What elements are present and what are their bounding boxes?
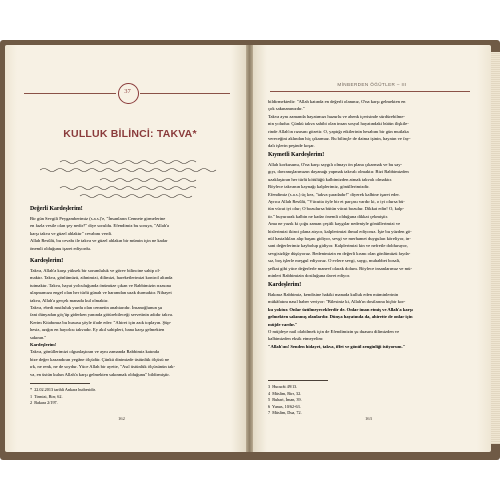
text-line: sakının." <box>30 334 47 340</box>
text-line: Kerim Kitabımız bu hususu şöyle ifade eder: "Ahiret için azık toplayın. Şüp- <box>30 319 172 325</box>
text-line: tutmaktır. Takva, hayat yolculuğunda önümüze çıkan ve Rabbimizin rızasına <box>30 282 171 288</box>
text-line: ulaşmamıza engel olan her türlü günah ve haramdan uzak durmaktır. Nihayet <box>30 290 172 296</box>
page-title: KULLUK BİLİNCİ: TAKVA* <box>63 128 197 140</box>
page-number-left: 162 <box>118 416 125 421</box>
text-line: Böylece takvanın kaynağı kalplerimiz, gönüllerimizdir. <box>268 184 370 190</box>
text-line: sani değerlerimiz kaybolup gidiyor. Kalplerimizi kin ve nefretle dolduruyor, <box>268 243 408 249</box>
section-heading: Kardeşlerim! <box>268 282 302 288</box>
text-line: şefkat gibi yüce değerlerle manevî olarak dolum. Böylece insanlarımız ve mü- <box>268 265 413 271</box>
text-line: fani dünyadan göç'üp giderken yanında götürebileceği servetinin adıdır takva. <box>30 312 174 318</box>
text-line b: müjde vardır." <box>268 321 298 327</box>
text-line: Ayrıca Allah Resûlü, "Vücutta öyle bir et parçası vardır ki, o iyi olursa bü- <box>268 199 405 205</box>
footnote: 3 Hucurât 49/13. <box>268 384 298 389</box>
footnote: 4 Müslim, Birr, 32. <box>268 390 302 396</box>
text-line: rinde Allah'ın rızasını gözetir. O, yaptığı etkilerinin hesabını bir gün mutlaka <box>268 128 409 134</box>
text-line: ırk, ne renk, ne de soydur. Yüce Allah bir ayette, "Asıl üstünlük ölçüsünün tak- <box>30 364 175 370</box>
text-line: tün vücut iyi olur; O bozulursa bütün vücut bozulur. Dikkat edin! O, kalp- <box>268 206 405 212</box>
text-line: Takva aynı zamanda hayatımızı huzurlu ve ahenk içerisinde sürdürebilme- <box>268 113 405 119</box>
text-line: maktır. Takva, gönlümüzü, zihnimizi, dilimizi, hareketlerimizi kontrol altında <box>30 275 173 281</box>
text-line: bildirmektedir: "Allah katında en değerli olanınız, O'na karşı gelmekten en <box>268 99 406 104</box>
text-line b: Kardeşlerim! <box>30 342 57 348</box>
footnote: 5 Buhari, İman, 39. <box>268 397 302 403</box>
paragraph-mujde <box>268 291 472 350</box>
text-line: gıyı, davranışlarımızın dayanağı yapmak takvalı olmaktır. Bizi Rabbimizden <box>268 169 409 175</box>
text-line: Allah Resûlü, bu cevabı ile takva ve güzel ahlakın bir mümin için ne kadar <box>30 238 168 244</box>
text-line b: gelmekten sakınmış olanlardır. Dünya hayatında da, ahirette de onlar için <box>268 314 413 320</box>
text-line: sız, boş işlerle meşgul ediyoruz. O evlere sevgi, saygı, muhabbet bosalt, <box>268 258 401 264</box>
header-rule-right <box>140 93 230 94</box>
text-line: Efendimiz (s.a.s.) üç kez, "takva şuradadır!" diyerek kalbine işaret eder. <box>268 191 400 197</box>
text-line b: "Allah'ım! Senden hidayet, takva, iffet ve gönül zenginliği istiyorum." <box>268 343 406 349</box>
text-line: nin yoludur. Çünkü takva sahibi olan insan sosyal hayatındaki bütün ilişkile- <box>268 121 409 127</box>
text-line: karşı takva ve güzel ahlaktır" cevabını verdi. <box>30 230 113 236</box>
text-line: hislerimizi ikinci plana atıyor, kalplerimizi ihmal ediyoruz. İşte bu yüzden gö- <box>268 228 412 234</box>
footnote: 2 Bakara 2/197. <box>30 400 58 406</box>
text-line: en fazla vesile olan şey nedir?" diye soruldu. Efendimiz bu soruya, "Allah'a <box>30 223 169 229</box>
text-line: Takva, ebedi mutluluk yurdu olan cennetin anahtarıdır. İnsanoğlunun şu <box>30 305 163 311</box>
paragraph-intro <box>30 215 230 252</box>
section-heading: Değerli Kardeşlerim! <box>30 206 83 212</box>
section-heading: Kardeşlerim! <box>30 258 64 264</box>
page-edges <box>491 52 500 444</box>
paragraph-continued <box>268 98 472 150</box>
text-line: Takva, Allah'a karşı yüksek bir sorumluluk ve görev bilincine sahip ol- <box>30 268 161 273</box>
arabic-hadith-line-1 <box>40 176 220 183</box>
footnotes-right <box>268 384 458 417</box>
footnote: * 22.02.2013 tarihli Ankara hutbesidir. <box>30 387 96 392</box>
section-heading: Kıymetli Kardeşlerim! <box>268 152 325 158</box>
header-rule-left <box>24 93 116 94</box>
text-line: uzaklaştıran her türlü kötülüğü kalbimizden atmak takvalı olmaktır. <box>268 176 392 182</box>
text-line: hesiz, azığın en hayırlısı takvadır. Ey akıl sahipleri, bana karşı gelmekten <box>30 327 165 333</box>
text-line: mükâfatını nasıl haber veriyor: "Bilesiniz ki, Allah'ın dostlarına hiçbir kor- <box>268 299 406 305</box>
paragraph-kalp <box>268 161 472 280</box>
text-line: vereceğini aklından hiç çıkarmaz. Bu bilinçle de daima işinin, hayatın ve fay- <box>268 136 411 142</box>
footnote: 7 Müslim, Dua, 72. <box>268 410 302 416</box>
text-line: va, en üstün kulun Allah'a karşı gelmekten sakınmak olduğunu" bildirmiştir. <box>30 371 170 377</box>
paragraph-takva <box>30 267 230 378</box>
footnote: 6 Yunus, 10/62-63. <box>268 403 301 409</box>
text-line: tir." buyurarak kalbin ne kadar önemli olduğuna dikkat çekmiştir. <box>268 213 389 219</box>
footnote-rule <box>268 380 328 381</box>
text-line: takva, Allah'a gerçek manada kul olmaktır. <box>30 297 109 303</box>
text-line: nül hastalıkları alıp başını gidiyor, sevgi ve merhamet duyguları köreliyor, in- <box>268 236 411 242</box>
text-line: O müjdeye nail olabilmek için de Efendimizin şu duasını dilimizden ve <box>268 329 400 335</box>
running-head: MİNBERDEN ÖĞÜTLER – III <box>337 82 407 87</box>
text-line: Allah korkusunu, O'na karşı saygılı olmayı ön plana çıkarmak ve bu say- <box>268 162 403 167</box>
text-line: sevgisizliğe düşüyoruz. Bedenimizin en değerli kısmı olan gönlümüzü fayda- <box>268 250 411 256</box>
arabic-hadith-line-2 <box>40 184 220 191</box>
footnote-rule <box>30 383 90 384</box>
text-line: bize değer kazandıran yegâne ölçüdür. Çünkü dinimizde üstünlük ölçüsü ne <box>30 356 170 362</box>
text-line: çok sakınanınızdır." <box>268 106 305 112</box>
footnotes-left <box>30 387 220 407</box>
book-gutter <box>246 45 253 452</box>
text-line: Ama ne yazık ki çoğu zaman çeşitli kaygılar nedeniyle gönüllerimizi ve <box>268 221 401 227</box>
arabic-hadith-line-3 <box>40 192 220 199</box>
arabic-verse-line-2 <box>40 166 220 173</box>
footnote: 1 Tirmizi, Birr, 62. <box>30 393 63 399</box>
text-line: kalbimizden eksik etmeyelim: <box>268 336 324 342</box>
text-line: dalı işlerin peşinde koşar. <box>268 143 315 149</box>
text-line: Bir gün Sevgili Peygamberimiz (s.a.s.)'e, "İnsanların Cennete girmelerine <box>30 216 166 221</box>
arabic-verse-line-1 <box>40 158 220 165</box>
text-line: minleri Rabbimizin dostluğuna davet ediyor. <box>268 273 351 279</box>
running-head-rule <box>270 91 470 92</box>
chapter-number: 37 <box>124 88 131 95</box>
page-number-right: 163 <box>365 416 372 421</box>
text-line: önemli olduğunu işaret ediyordu. <box>30 245 91 251</box>
text-line: Bakınız Rabbimiz, kendisine hakiki manada kulluk eden müminlerinin <box>268 292 399 297</box>
text-line: Takva, gönüllerimizi olgunlaştıran ve aynı zamanda Rabbimiz katında <box>30 349 160 355</box>
text-line b: ku yoktur. Onlar üzülmeyeceklerdir de. Onlar iman etmiş ve Allah'a karşı <box>268 306 413 312</box>
